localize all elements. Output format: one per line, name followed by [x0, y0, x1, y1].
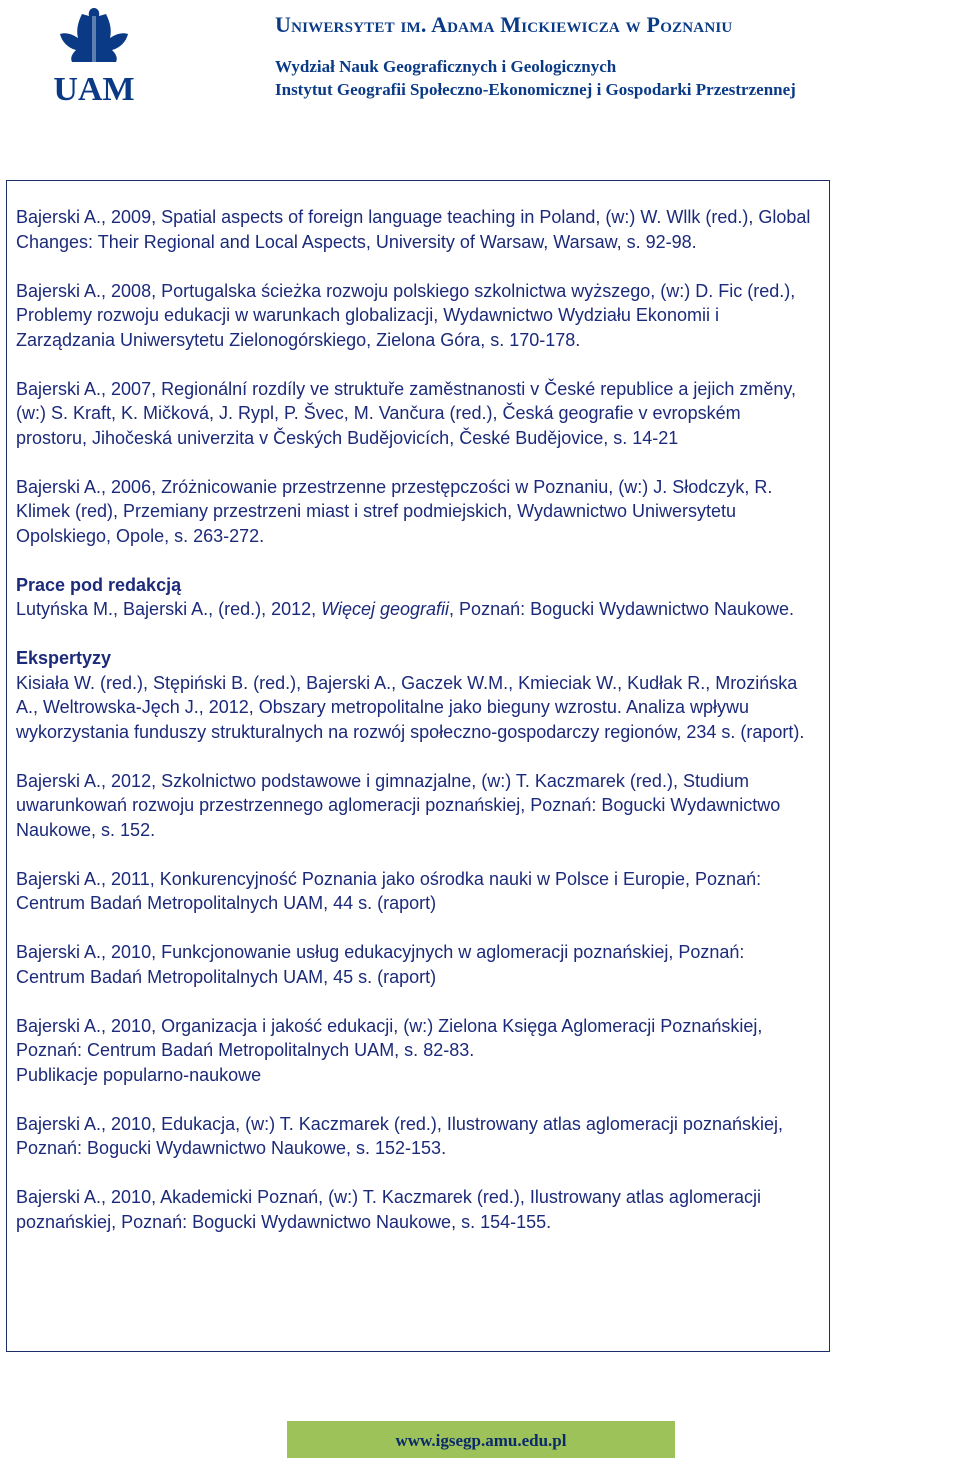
popular-entry: Bajerski A., 2010, Edukacja, (w:) T. Kaczmarek (red.), Ilustrowany atlas aglomeracji poznańskiej, Poznań: Bogucki Wydawnictwo Naukowe, s. 152-153. [16, 1113, 783, 1158]
publication-entry: Bajerski A., 2007, Regionální rozdíly ve struktuře zaměstnanosti v České republice a jejich změny, (w:) S. Kraft, K. Mičková, J. Rypl, P. Švec, M. Vančura (red.), Česká geografie v evropském prostoru, Jihočeská univerzita v Českých Budějovicích, České Budějovice, s. 14-21 [16, 378, 797, 448]
edited-work-title: Więcej geografii [321, 599, 450, 619]
edited-work-publisher: , Poznań: Bogucki Wydawnictwo Naukowe. [449, 599, 795, 619]
expertise-entry: Bajerski A., 2010, Organizacja i jakość edukacji, (w:) Zielona Księga Aglomeracji Poznańskiej, Poznań: Centrum Badań Metropolitalnych UAM, s. 82-83. [16, 1015, 763, 1060]
footer-url-link[interactable]: www.igsegp.amu.edu.pl [395, 1431, 567, 1450]
publication-entry: Bajerski A., 2008, Portugalska ścieżka rozwoju polskiego szkolnictwa wyższego, (w:) D. Fic (red.), Problemy rozwoju edukacji w warunkach globalizacji, Wydawnictwo Wydziału Ekonomii i Zarządzania Uniwersytetu Zielonogórskiego, Zielona Góra, s. 170-178. [16, 280, 796, 350]
eagle-emblem-icon [60, 8, 128, 62]
section-heading-popular: Publikacje popularno-naukowe [16, 1064, 262, 1085]
expertise-entry: Bajerski A., 2011, Konkurencyjność Poznania jako ośrodka nauki w Polsce i Europie, Poznań: Centrum Badań Metropolitalnych UAM, 44 s. (raport) [16, 868, 762, 913]
section-heading-editing: Prace pod redakcją [16, 574, 182, 595]
edited-work-entry [16, 597, 816, 622]
section-heading-expertise: Ekspertyzy [16, 648, 112, 668]
institute-name: Instytut Geografii Społeczno-Ekonomicznej i Gospodarki Przestrzennej [275, 80, 796, 99]
expertise-entry: Kisiała W. (red.), Stępiński B. (red.), Bajerski A., Gaczek W.M., Kmieciak W., Kudłak R., Mrozińska A., Weltrowska-Jęch J., 2012, Obszary metropolitalne jako bieguny wzrostu. Analiza wpływu wykorzystania funduszy strukturalnych na rozwój społeczno-gospodarczy regionów, 234 s. (raport). [16, 672, 805, 742]
logo-text: UAM [53, 71, 135, 104]
expertise-entry: Bajerski A., 2012, Szkolnictwo podstawowe i gimnazjalne, (w:) T. Kaczmarek (red.), Studium uwarunkowań rozwoju przestrzennego aglomeracji poznańskiej, Poznań: Bogucki Wydawnictwo Naukowe, s. 152. [16, 770, 781, 840]
expertise-entry: Bajerski A., 2010, Funkcjonowanie usług edukacyjnych w aglomeracji poznańskiej, Poznań: Centrum Badań Metropolitalnych UAM, 45 s. (raport) [16, 942, 745, 987]
popular-entry: Bajerski A., 2010, Akademicki Poznań, (w:) T. Kaczmarek (red.), Ilustrowany atlas aglomeracji poznańskiej, Poznań: Bogucki Wydawnictwo Naukowe, s. 154-155. [16, 1187, 761, 1232]
faculty-name: Wydział Nauk Geograficznych i Geologicznych [275, 57, 617, 76]
footer-bar [287, 1421, 675, 1458]
page-header [0, 0, 960, 110]
publication-list [16, 205, 816, 1234]
publication-entry: Bajerski A., 2009, Spatial aspects of foreign language teaching in Poland, (w:) W. Wllk (red.), Global Changes: Their Regional and Local Aspects, University of Warsaw, Warsaw, s. 92-98. [16, 207, 811, 252]
publication-entry: Bajerski A., 2006, Zróżnicowanie przestrzenne przestępczości w Poznaniu, (w:) J. Słodczyk, R. Klimek (red), Przemiany przestrzeni miast i stref podmiejskich, Wydawnictwo Uniwersytetu Opolskiego, Opole, s. 263-272. [16, 476, 773, 546]
uam-logo [52, 4, 136, 104]
edited-work-authors: Lutyńska M., Bajerski A., (red.), 2012, [16, 599, 322, 619]
university-name: Uniwersytet im. Adama Mickiewicza w Poznaniu [275, 12, 733, 37]
